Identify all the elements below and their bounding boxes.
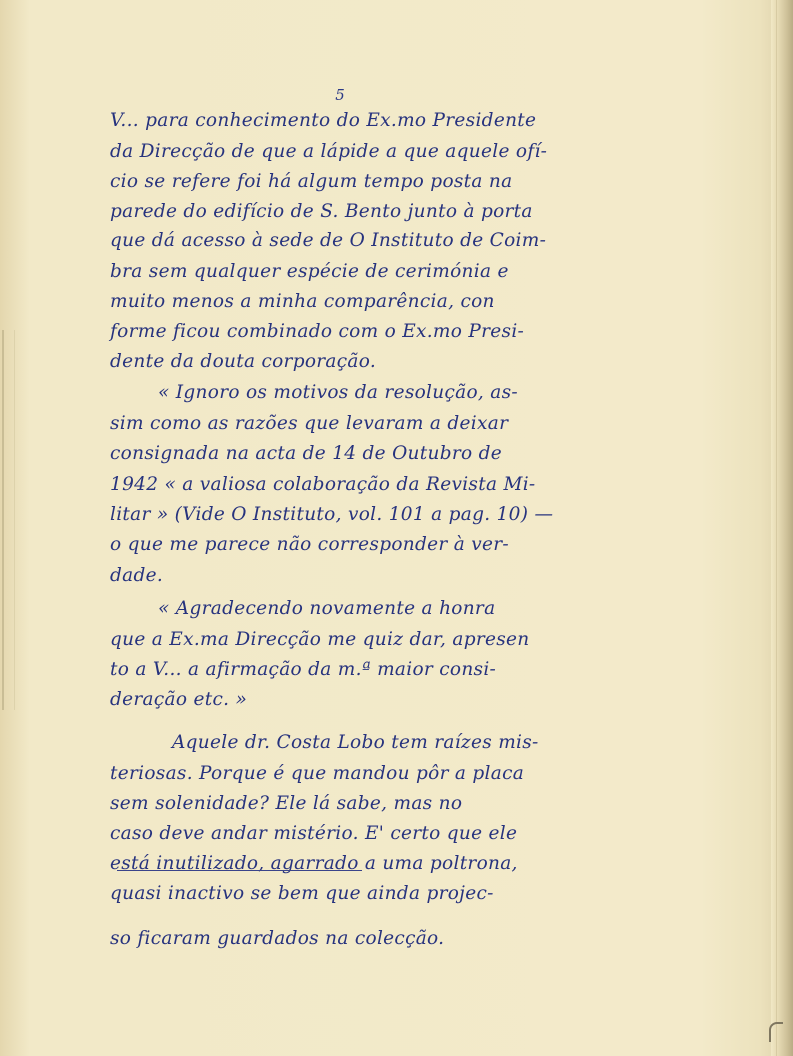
text-line: « Agradecendo novamente a honra (158, 598, 496, 619)
text-line: 1942 « a valiosa colaboração da Revista Mi- (110, 474, 536, 495)
text-line: teriosas. Porque é que mandou pôr a placa (110, 763, 525, 784)
page-corner-mark (769, 1022, 783, 1042)
text-line: Aquele dr. Costa Lobo tem raízes mis- (172, 732, 539, 753)
text-line: « Ignoro os motivos da resolução, as- (158, 382, 518, 403)
footnote-text: so ficaram guardados na colecção. (110, 928, 445, 949)
text-line: V... para conhecimento do Ex.mo Presidente (110, 110, 537, 131)
text-line: cio se refere foi há algum tempo posta na (110, 171, 513, 192)
text-line: forme ficou combinado com o Ex.mo Presi- (110, 321, 525, 342)
text-line: o que me parece não corresponder à ver- (110, 534, 509, 555)
text-line: to a V... a afirmação da m.ª maior consi- (110, 659, 497, 680)
text-line: que a Ex.ma Direcção me quiz dar, apresen (110, 629, 530, 650)
footnote-divider (117, 870, 362, 871)
text-line: sim como as razões que levaram a deixar (110, 413, 509, 434)
text-line: consignada na acta de 14 de Outubro de (110, 443, 503, 464)
text-line: quasi inactivo se bem que ainda projec- (110, 883, 494, 904)
text-line: litar » (Vide O Instituto, vol. 101 a pag. 10) — (110, 504, 554, 525)
text-line: que dá acesso à sede de O Instituto de Coim- (110, 230, 547, 251)
text-line: caso deve andar mistério. E' certo que ele (110, 823, 518, 844)
text-line: está inutilizado, agarrado a uma poltrona, (110, 853, 518, 874)
text-line: muito menos a minha comparência, con (110, 291, 495, 312)
text-line: deração etc. » (110, 689, 248, 710)
text-line: dente da douta corporação. (110, 351, 377, 372)
text-line: dade. (110, 565, 164, 586)
text-line: parede do edifício de S. Bento junto à porta (110, 201, 533, 222)
page-edge (776, 0, 793, 1056)
page-number: 5 (335, 86, 345, 104)
text-line: sem solenidade? Ele lá sabe, mas no (110, 793, 463, 814)
text-line: da Direcção de que a lápide a que aquele ofí- (110, 141, 548, 162)
text-line: bra sem qualquer espécie de cerimónia e (110, 261, 509, 282)
binding-stitch (2, 330, 15, 710)
